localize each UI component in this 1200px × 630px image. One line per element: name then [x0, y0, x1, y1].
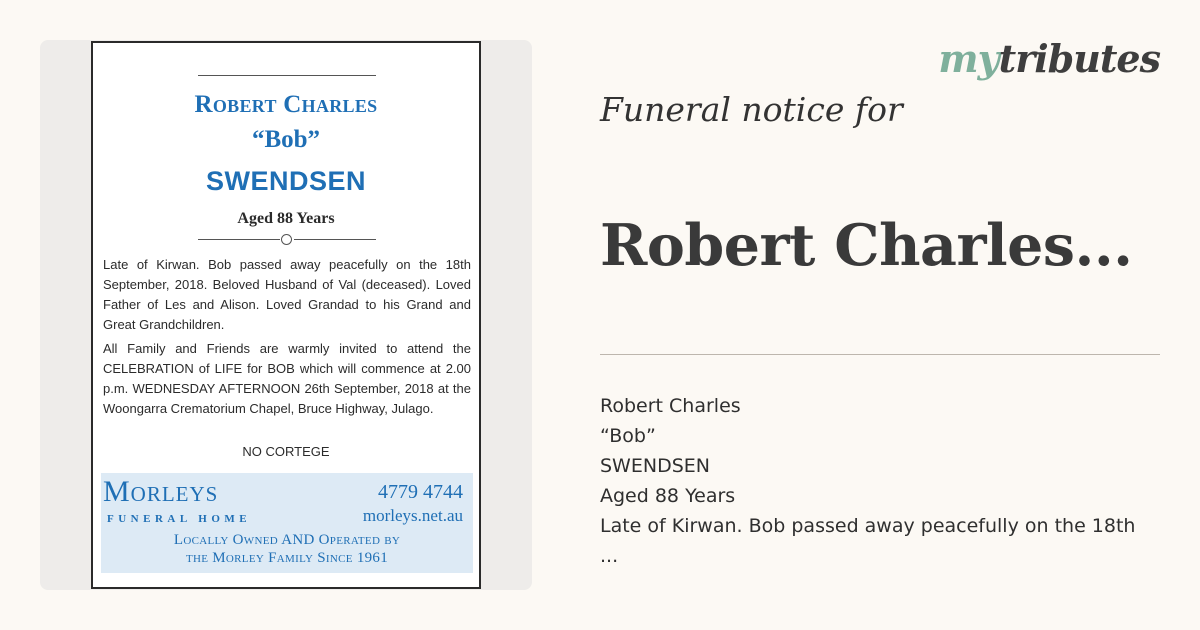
logo-my: my	[938, 36, 999, 81]
funeral-home-ad	[101, 473, 473, 573]
notice-cortege: NO CORTEGE	[242, 444, 330, 459]
funeral-home-website: morleys.net.au	[362, 506, 463, 525]
notice-surname: SWENDSEN	[205, 166, 366, 196]
notice-image-panel	[40, 40, 532, 590]
notice-paragraph-2: All Family and Friends are warmly invited to attend the CELEBRATION of LIFE for BOB which will commence at 2.00 p.m. WEDNESDAY AFTERNOON 26th September, 2018 at the Woongarra Crematorium Chapel, Bruce Highway, Julago.	[103, 341, 471, 416]
excerpt-line: Robert Charles	[600, 395, 741, 417]
excerpt-line: SWENDSEN	[600, 455, 710, 477]
notice-paragraph-1: Late of Kirwan. Bob passed away peacefully on the 18th September, 2018. Beloved Husband of Val (deceased). Loved Father of Les and Alison. Loved Grandad to his Grand and Great Grandchildren.	[103, 257, 471, 332]
excerpt-line: Late of Kirwan. Bob passed away peacefully on the 18th	[600, 515, 1136, 537]
funeral-home-tagline	[101, 531, 473, 567]
excerpt-line: “Bob”	[600, 425, 656, 447]
tagline-line-1: Locally Owned AND Operated by	[173, 532, 401, 548]
excerpt-line: Aged 88 Years	[600, 485, 736, 507]
excerpt-ellipsis: ...	[600, 545, 619, 567]
mytributes-logo[interactable]	[938, 36, 1160, 81]
notice-name-first: Robert Charles	[194, 91, 378, 118]
notice-excerpt	[600, 391, 1165, 571]
page-title: Robert Charles...	[600, 212, 1133, 279]
logo-tributes: tributes	[998, 36, 1160, 81]
funeral-home-phone: 4779 4744	[378, 481, 463, 503]
top-rule	[198, 75, 376, 76]
page-subtitle: Funeral notice for	[600, 90, 903, 129]
divider	[600, 354, 1160, 355]
notice-age: Aged 88 Years	[237, 210, 335, 227]
notice-nickname: “Bob”	[251, 126, 321, 153]
funeral-home-logo-sub: FUNERAL HOME	[107, 513, 252, 525]
funeral-home-logo: Morleys	[103, 475, 219, 508]
funeral-notice-image	[91, 41, 481, 589]
tagline-line-2: the Morley Family Since 1961	[185, 550, 389, 566]
ornament-divider	[198, 233, 376, 247]
